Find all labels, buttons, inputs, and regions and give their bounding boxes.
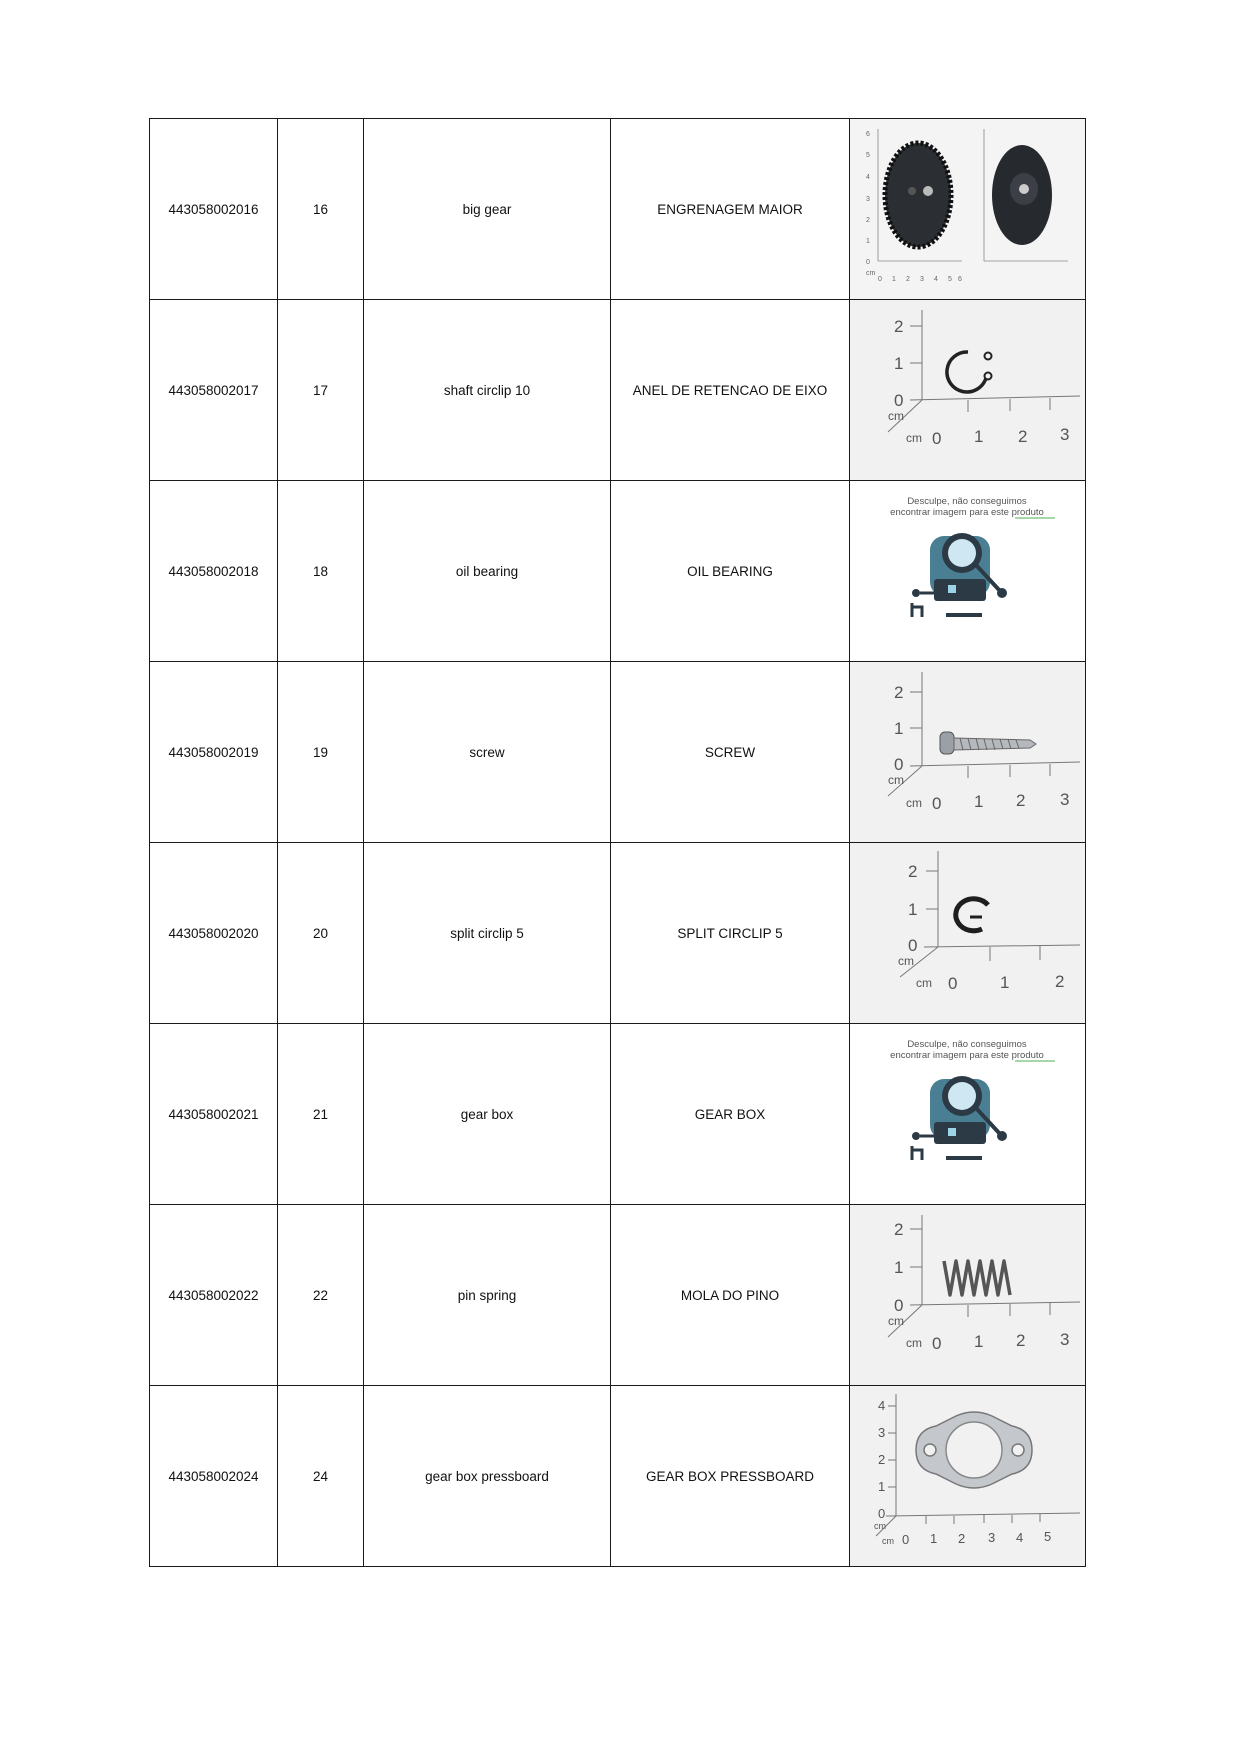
scale-label: 2 bbox=[894, 683, 904, 702]
part-image-cell bbox=[850, 1024, 1086, 1205]
scale-label: 4 bbox=[866, 174, 870, 181]
scale-label: 2 bbox=[894, 1220, 904, 1239]
description-en: gear box pressboard bbox=[364, 1386, 611, 1567]
part-code: 443058002019 bbox=[150, 662, 278, 843]
scale-label: 3 bbox=[988, 1530, 996, 1545]
scale-unit: cm bbox=[906, 1336, 922, 1350]
scale-label: 0 bbox=[878, 1506, 886, 1521]
scale-label: 1 bbox=[1000, 973, 1010, 992]
scale-label: 2 bbox=[1016, 1331, 1026, 1350]
scale-label: 1 bbox=[894, 719, 904, 738]
scale-label: 3 bbox=[878, 1425, 886, 1440]
position-number: 19 bbox=[278, 662, 364, 843]
scale-label: 0 bbox=[932, 1334, 942, 1353]
description-pt: ENGRENAGEM MAIOR bbox=[611, 119, 850, 300]
scale-label: 0 bbox=[948, 974, 958, 993]
no-image-message: encontrar imagem para este produto bbox=[890, 507, 1044, 518]
scale-label: 2 bbox=[878, 1452, 886, 1467]
scale-label: 2 bbox=[906, 276, 910, 283]
part-image-cell bbox=[850, 481, 1086, 662]
scale-label: 2 bbox=[958, 1531, 966, 1546]
scale-unit: cm bbox=[916, 976, 932, 990]
scale-label: 0 bbox=[894, 1296, 904, 1315]
scale-unit: cm bbox=[888, 1314, 904, 1328]
pin-spring-photo bbox=[850, 1205, 1085, 1385]
scale-label: 5 bbox=[866, 152, 870, 159]
description-en: screw bbox=[364, 662, 611, 843]
description-en: oil bearing bbox=[364, 481, 611, 662]
scale-label: 0 bbox=[894, 755, 904, 774]
scale-label: 1 bbox=[974, 1332, 984, 1351]
scale-label: 1 bbox=[892, 276, 896, 283]
position-number: 22 bbox=[278, 1205, 364, 1386]
scale-unit: cm bbox=[888, 409, 904, 423]
scale-unit: cm bbox=[882, 1536, 894, 1546]
description-pt: GEAR BOX PRESSBOARD bbox=[611, 1386, 850, 1567]
part-code: 443058002022 bbox=[150, 1205, 278, 1386]
scale-label: 2 bbox=[1018, 427, 1028, 446]
description-pt: MOLA DO PINO bbox=[611, 1205, 850, 1386]
scale-label: 0 bbox=[894, 391, 904, 410]
table-row bbox=[150, 1205, 1086, 1386]
no-image-message: encontrar imagem para este produto bbox=[890, 1050, 1044, 1061]
description-en: split circlip 5 bbox=[364, 843, 611, 1024]
screw-photo bbox=[850, 662, 1085, 842]
scale-label: 0 bbox=[878, 276, 882, 283]
scale-label: 5 bbox=[948, 276, 952, 283]
scale-label: 5 bbox=[1044, 1529, 1052, 1544]
shaft-circlip-photo bbox=[850, 300, 1085, 480]
scale-label: 1 bbox=[930, 1531, 938, 1546]
description-pt: ANEL DE RETENCAO DE EIXO bbox=[611, 300, 850, 481]
description-pt: GEAR BOX bbox=[611, 1024, 850, 1205]
scale-label: 3 bbox=[1060, 1330, 1070, 1349]
scale-unit: cm bbox=[888, 773, 904, 787]
position-number: 20 bbox=[278, 843, 364, 1024]
split-circlip-photo bbox=[850, 843, 1085, 1023]
position-number: 21 bbox=[278, 1024, 364, 1205]
position-number: 18 bbox=[278, 481, 364, 662]
table-row bbox=[150, 481, 1086, 662]
scale-label: 2 bbox=[908, 862, 918, 881]
pressboard-photo bbox=[850, 1386, 1085, 1566]
scale-unit: cm bbox=[874, 1521, 886, 1531]
scale-label: 1 bbox=[878, 1479, 886, 1494]
scale-label: 0 bbox=[932, 794, 942, 813]
parts-table bbox=[149, 118, 1086, 1567]
scale-label: 2 bbox=[866, 217, 870, 224]
scale-label: 3 bbox=[866, 196, 870, 203]
description-pt: SPLIT CIRCLIP 5 bbox=[611, 843, 850, 1024]
description-pt: SCREW bbox=[611, 662, 850, 843]
scale-unit: cm bbox=[898, 954, 914, 968]
table-row bbox=[150, 119, 1086, 300]
scale-label: 0 bbox=[902, 1532, 910, 1547]
scale-label: 6 bbox=[958, 276, 962, 283]
part-image-cell bbox=[850, 300, 1086, 481]
scale-label: 3 bbox=[920, 276, 924, 283]
scale-label: 0 bbox=[908, 936, 918, 955]
table-row bbox=[150, 300, 1086, 481]
table-row bbox=[150, 1024, 1086, 1205]
part-image-cell bbox=[850, 843, 1086, 1024]
no-image-placeholder bbox=[850, 481, 1085, 661]
scale-label: 6 bbox=[866, 131, 870, 138]
scale-label: 1 bbox=[974, 792, 984, 811]
scale-label: 2 bbox=[1055, 972, 1065, 991]
description-en: shaft circlip 10 bbox=[364, 300, 611, 481]
scale-label: 3 bbox=[1060, 790, 1070, 809]
scale-label: 2 bbox=[1016, 791, 1026, 810]
no-image-message: Desculpe, não conseguimos bbox=[907, 496, 1027, 507]
position-number: 16 bbox=[278, 119, 364, 300]
scale-label: 0 bbox=[932, 429, 942, 448]
scale-label: 3 bbox=[1060, 425, 1070, 444]
part-code: 443058002024 bbox=[150, 1386, 278, 1567]
scale-label: 0 bbox=[866, 259, 870, 266]
part-image-cell bbox=[850, 119, 1086, 300]
position-number: 24 bbox=[278, 1386, 364, 1567]
description-en: big gear bbox=[364, 119, 611, 300]
part-code: 443058002021 bbox=[150, 1024, 278, 1205]
big-gear-photo bbox=[850, 119, 1085, 299]
scale-label: 4 bbox=[878, 1398, 886, 1413]
part-code: 443058002018 bbox=[150, 481, 278, 662]
no-image-placeholder bbox=[850, 1024, 1085, 1204]
scale-unit: cm bbox=[906, 796, 922, 810]
scale-label: 1 bbox=[894, 354, 904, 373]
description-en: gear box bbox=[364, 1024, 611, 1205]
part-code: 443058002020 bbox=[150, 843, 278, 1024]
scale-label: 2 bbox=[894, 317, 904, 336]
part-image-cell bbox=[850, 1386, 1086, 1567]
scale-unit: cm bbox=[906, 431, 922, 445]
part-image-cell bbox=[850, 662, 1086, 843]
part-code: 443058002017 bbox=[150, 300, 278, 481]
scale-label: 4 bbox=[1016, 1530, 1024, 1545]
description-en: pin spring bbox=[364, 1205, 611, 1386]
scale-label: 1 bbox=[866, 238, 870, 245]
scale-unit: cm bbox=[866, 270, 876, 277]
scale-label: 1 bbox=[908, 900, 918, 919]
table-row bbox=[150, 843, 1086, 1024]
scale-label: 1 bbox=[894, 1258, 904, 1277]
part-code: 443058002016 bbox=[150, 119, 278, 300]
part-image-cell bbox=[850, 1205, 1086, 1386]
position-number: 17 bbox=[278, 300, 364, 481]
table-row bbox=[150, 1386, 1086, 1567]
scale-label: 4 bbox=[934, 276, 938, 283]
table-row bbox=[150, 662, 1086, 843]
no-image-message: Desculpe, não conseguimos bbox=[907, 1039, 1027, 1050]
scale-label: 1 bbox=[974, 427, 984, 446]
description-pt: OIL BEARING bbox=[611, 481, 850, 662]
